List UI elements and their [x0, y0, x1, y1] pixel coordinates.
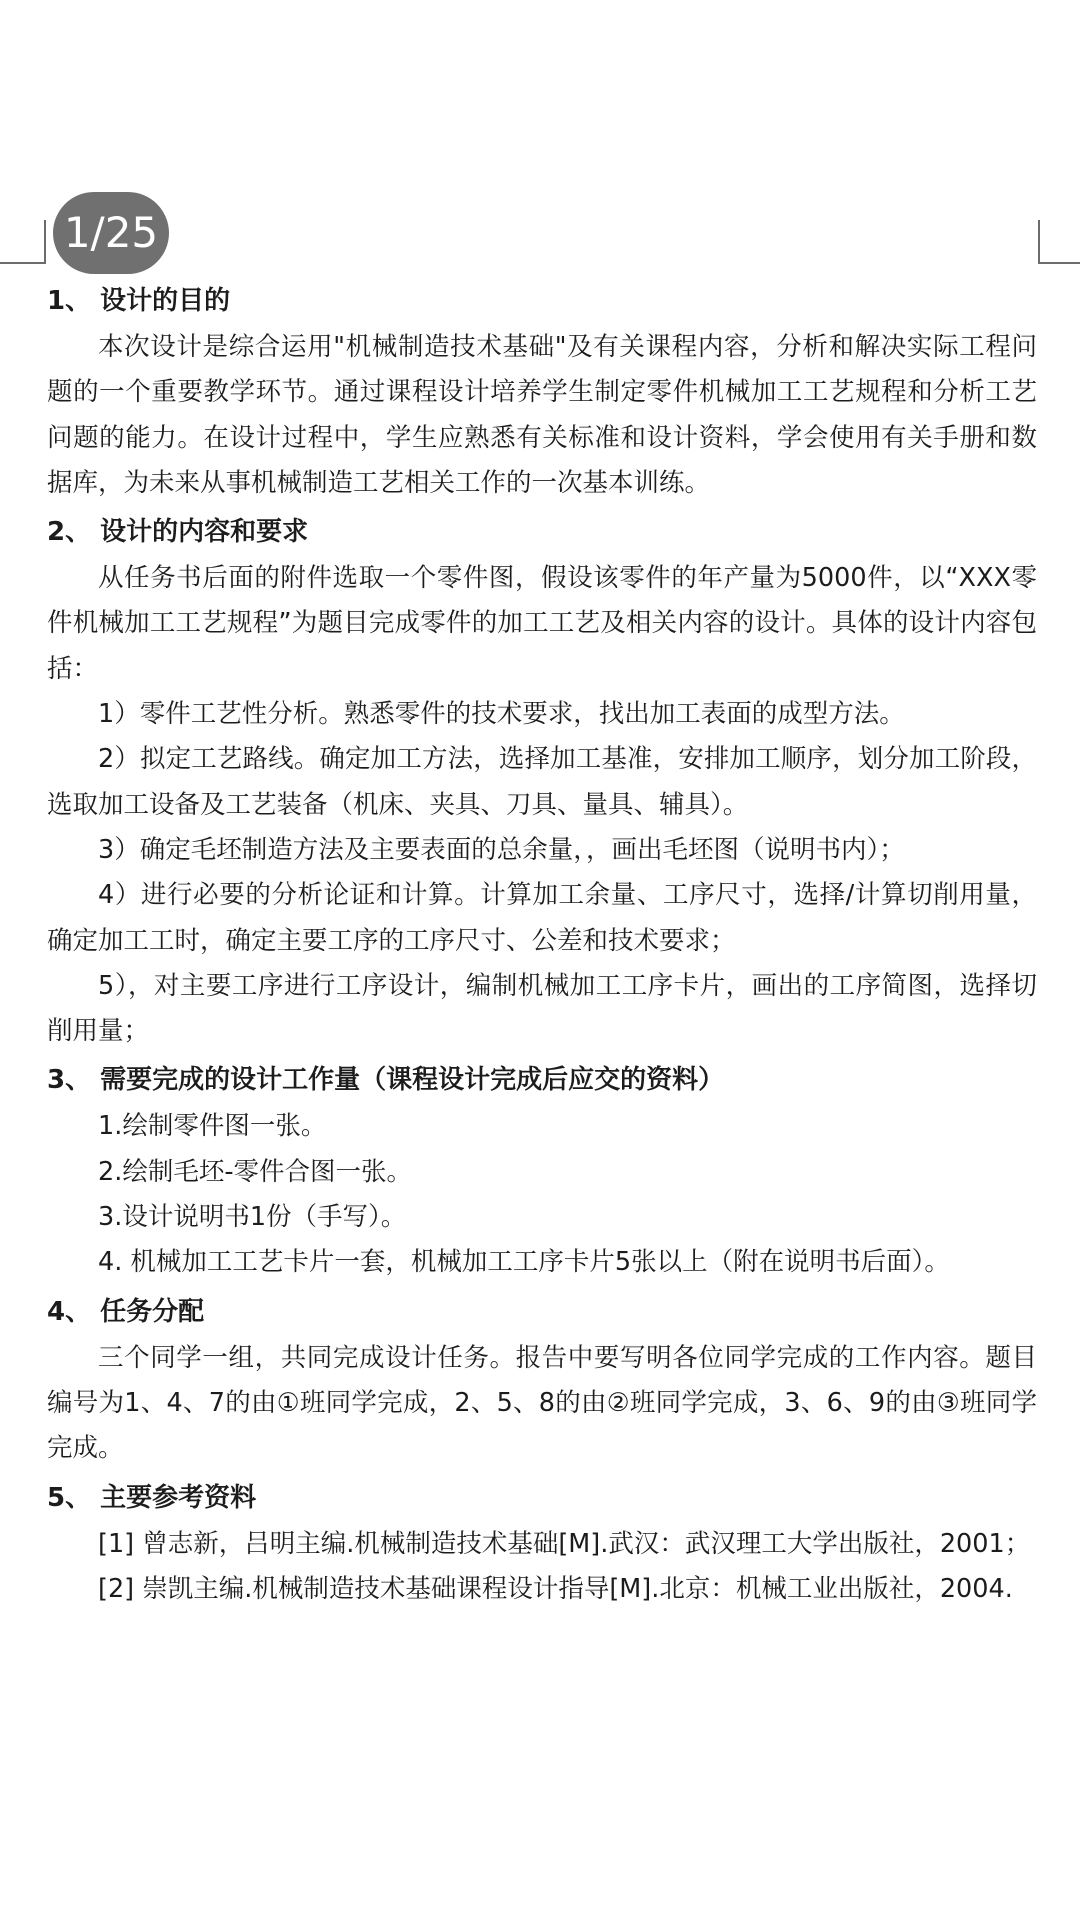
- paragraph: 2.绘制毛坯-零件合图一张。: [98, 1156, 413, 1187]
- section-heading: 2、 设计的内容和要求: [47, 517, 309, 548]
- page-corner-mark-right: [1038, 220, 1080, 264]
- reference-item: [2] 崇凯主编.机械制造技术基础课程设计指导[M].北京：机械工业出版社，2004.: [98, 1573, 1013, 1604]
- section-heading: 4、 任务分配: [47, 1296, 205, 1327]
- page-corner-mark-left: [0, 220, 46, 264]
- paragraph: 本次设计是综合运用"机械制造技术基础"及有关课程内容，分析和解决实际工程问题的一个重要教学环节。通过课程设计培养学生制定零件机械加工工艺规程和分析工艺问题的能力。在设计过程中，学生应熟悉有关标准和设计资料，学会使用有关手册和数据库，为未来从事机械制造工艺相关工作的一次基本训练。: [47, 332, 1037, 498]
- paragraph: 3.设计说明书1份（手写）。: [98, 1202, 407, 1233]
- paragraph: 从任务书后面的附件选取一个零件图，假设该零件的年产量为5000件，以“XXX零件机械加工工艺规程”为题目完成零件的加工工艺及相关内容的设计。具体的设计内容包括：: [47, 563, 1037, 684]
- paragraph: 5），对主要工序进行工序设计，编制机械加工工序卡片，画出的工序简图，选择切削用量；: [47, 970, 1037, 1047]
- paragraph: 三个同学一组，共同完成设计任务。报告中要写明各位同学完成的工作内容。题目编号为1、4、7的由①班同学完成，2、5、8的由②班同学完成，3、6、9的由③班同学完成。: [47, 1342, 1037, 1464]
- section-heading: 1、 设计的目的: [47, 286, 231, 316]
- paragraph: 1）零件工艺性分析。熟悉零件的技术要求，找出加工表面的成型方法。: [98, 699, 905, 730]
- paragraph: 2）拟定工艺路线。确定加工方法，选择加工基准，安排加工顺序，划分加工阶段，选取加工设备及工艺装备（机床、夹具、刀具、量具、辅具）。: [47, 744, 1037, 820]
- section-purpose: [47, 283, 1037, 506]
- page-indicator-badge: 1/25: [53, 192, 169, 274]
- section-task-assignment: [47, 1294, 1037, 1472]
- document-body: [47, 283, 1037, 1620]
- section-heading: 5、 主要参考资料: [47, 1482, 257, 1513]
- section-references: [47, 1480, 1037, 1613]
- paragraph: 1.绘制零件图一张。: [98, 1111, 327, 1142]
- paragraph: 4）进行必要的分析论证和计算。计算加工余量、工序尺寸，选择/计算切削用量，确定加工工时，确定主要工序的工序尺寸、公差和技术要求；: [47, 880, 1037, 956]
- paragraph: 4. 机械加工工艺卡片一套，机械加工工序卡片5张以上（附在说明书后面）。: [98, 1247, 950, 1278]
- section-heading: 3、 需要完成的设计工作量（课程设计完成后应交的资料）: [47, 1065, 725, 1096]
- section-content-requirements: [47, 514, 1037, 1054]
- section-workload: [47, 1062, 1037, 1285]
- paragraph: 3）确定毛坯制造方法及主要表面的总余量，，画出毛坯图（说明书内）；: [98, 834, 905, 865]
- reference-item: [1] 曾志新，吕明主编.机械制造技术基础[M].武汉：武汉理工大学出版社，2001；: [98, 1528, 1031, 1559]
